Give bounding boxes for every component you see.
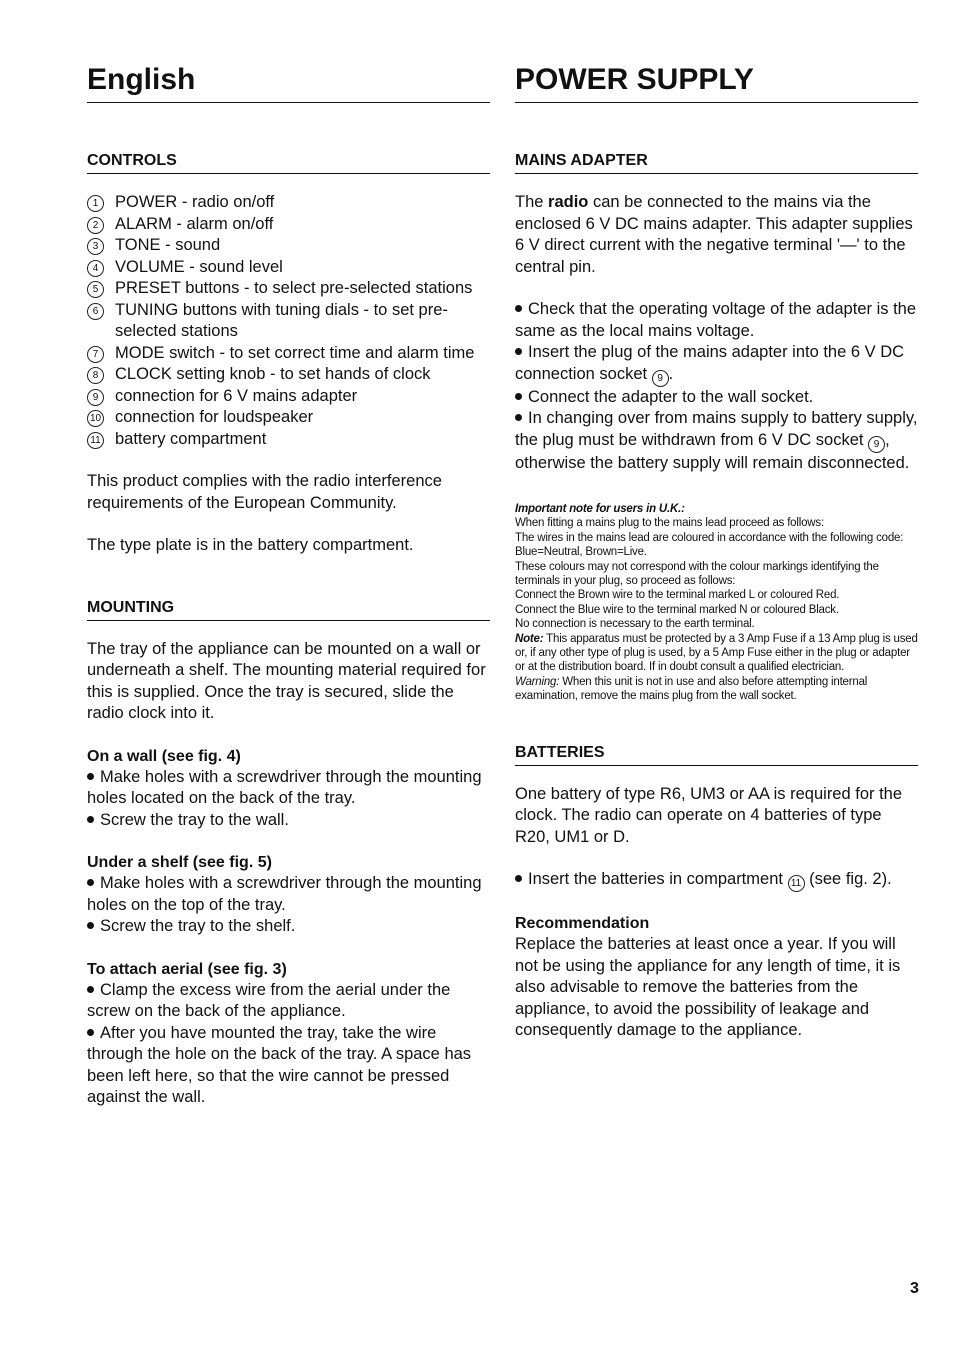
list-item: Insert the plug of the mains adapter into the 6 V DC connection socket 9 . bbox=[515, 342, 918, 387]
list-item: Clamp the excess wire from the aerial under the screw on the back of the appliance. bbox=[87, 980, 451, 1020]
bullet-icon bbox=[87, 816, 94, 823]
shelf-heading: Under a shelf (see fig. 5) bbox=[87, 854, 272, 871]
list-item: 1 POWER - radio on/off bbox=[87, 192, 490, 214]
compliance-text: This product complies with the radio interference requirements of the European Community. bbox=[87, 472, 442, 512]
list-item: Make holes with a screwdriver through the mounting holes on the top of the tray. bbox=[87, 874, 482, 914]
list-item: 9 connection for 6 V mains adapter bbox=[87, 386, 490, 408]
number-8-icon: 8 bbox=[87, 367, 104, 384]
list-item: 10 connection for loudspeaker bbox=[87, 407, 490, 429]
list-item: 3 TONE - sound bbox=[87, 235, 490, 257]
number-4-icon: 4 bbox=[87, 260, 104, 277]
number-3-icon: 3 bbox=[87, 238, 104, 255]
uk-note-heading: Important note for users in U.K.: bbox=[515, 503, 685, 515]
bullet-icon bbox=[515, 875, 522, 882]
uk-note-fuse: Note: This apparatus must be protected by a 3 Amp Fuse if a 13 Amp plug is used or, if any other type of plug is used, by a 5 Amp Fuse either in the plug or adapter or at the distribution board. If in doubt consult a qualified electrician. bbox=[515, 632, 918, 674]
bullet-icon bbox=[515, 393, 522, 400]
page-number: 3 bbox=[910, 1280, 919, 1297]
mounting-heading: MOUNTING bbox=[87, 599, 490, 621]
controls-list bbox=[87, 192, 490, 450]
mains-adapter-heading: MAINS ADAPTER bbox=[515, 152, 918, 174]
page-title: POWER SUPPLY bbox=[515, 60, 918, 103]
list-item: After you have mounted the tray, take the wire through the hole on the back of the tray. A space has been left here, so that the wire cannot be pressed against the wall. bbox=[87, 1023, 472, 1106]
type-plate-text: The type plate is in the battery compartment. bbox=[87, 536, 414, 554]
list-item: Check that the operating voltage of the adapter is the same as the local mains voltage. bbox=[515, 300, 917, 340]
list-item: 7 MODE switch - to set correct time and alarm time bbox=[87, 343, 490, 365]
list-item: Insert the batteries in compartment 11 (see fig. 2). bbox=[515, 869, 918, 892]
bullet-icon bbox=[87, 879, 94, 886]
uk-note-warning: Warning: When this unit is not in use and also before attempting internal examination, remove the mains plug from the wall socket. bbox=[515, 675, 868, 703]
number-9-icon: 9 bbox=[652, 370, 669, 387]
bullet-icon bbox=[87, 773, 94, 780]
list-item: In changing over from mains supply to battery supply, the plug must be withdrawn from 6 V DC socket 9 , otherwise the battery supply will remain disconnected. bbox=[515, 409, 918, 472]
bullet-icon bbox=[515, 414, 522, 421]
number-11-icon: 11 bbox=[87, 432, 104, 449]
list-item: Screw the tray to the wall. bbox=[87, 810, 490, 832]
mains-intro: The radio can be connected to the mains via the enclosed 6 V DC mains adapter. This adapter supplies 6 V direct current with the negative terminal '—' to the central pin. bbox=[515, 193, 913, 276]
number-7-icon: 7 bbox=[87, 346, 104, 363]
wall-heading: On a wall (see fig. 4) bbox=[87, 747, 241, 765]
list-item: 5 PRESET buttons - to select pre-selected stations bbox=[87, 278, 490, 300]
number-6-icon: 6 bbox=[87, 303, 104, 320]
bullet-icon bbox=[87, 986, 94, 993]
number-1-icon: 1 bbox=[87, 195, 104, 212]
list-item: 8 CLOCK setting knob - to set hands of clock bbox=[87, 364, 490, 386]
recommendation-heading: Recommendation bbox=[515, 915, 650, 933]
number-10-icon: 10 bbox=[87, 410, 104, 427]
bullet-icon bbox=[515, 305, 522, 312]
bullet-icon bbox=[87, 1029, 94, 1036]
number-5-icon: 5 bbox=[87, 281, 104, 298]
left-column bbox=[87, 60, 490, 1109]
list-item: 2 ALARM - alarm on/off bbox=[87, 214, 490, 236]
list-item: Make holes with a screwdriver through the mounting holes located on the back of the tray. bbox=[87, 767, 482, 807]
language-title: English bbox=[87, 60, 490, 103]
number-11-icon: 11 bbox=[788, 875, 805, 892]
controls-heading: CONTROLS bbox=[87, 152, 490, 174]
mounting-intro: The tray of the appliance can be mounted on a wall or underneath a shelf. The mounting material required for this is supplied. Once the tray is secured, slide the radio clock into it. bbox=[87, 639, 486, 722]
recommendation-text: Replace the batteries at least once a year. If you will not be using the appliance for any length of time, it is also advisable to remove the batteries from the appliance, to avoid the possibility of leakage and consequently damage to the appliance. bbox=[515, 935, 901, 1040]
bullet-icon bbox=[87, 922, 94, 929]
bullet-icon bbox=[515, 348, 522, 355]
uk-note: Important note for users in U.K.: When fitting a mains plug to the mains lead proceed as follows: The wires in the mains lead are coloured in accordance with the following code: Blue=Neutral, Brown=Live. These colours may not correspond with the colour markings identifying the terminals in your plug, so proceed as follows: Connect the Brown wire to the terminal marked L or coloured Red. Connect the Blue wire to the terminal marked N or coloured Black. No connection is necessary to the earth terminal. Note: This apparatus must be protected by a 3 Amp Fuse if a 13 Amp plug is used or, if any other type of plug is used, by a 5 Amp Fuse either in the plug or adapter or at the distribution board. If in doubt consult a qualified electrician. Warning: When this unit is not in use and also before attempting internal examination, remove the mains plug from the wall socket. bbox=[515, 503, 918, 703]
number-9-icon: 9 bbox=[87, 389, 104, 406]
right-column bbox=[515, 60, 918, 1042]
list-item: Connect the adapter to the wall socket. bbox=[515, 387, 918, 409]
list-item: Screw the tray to the shelf. bbox=[87, 916, 490, 938]
list-item: 4 VOLUME - sound level bbox=[87, 257, 490, 279]
list-item: 6 TUNING buttons with tuning dials - to set pre-selected stations bbox=[87, 300, 490, 343]
batteries-intro: One battery of type R6, UM3 or AA is required for the clock. The radio can operate on 4 batteries of type R20, UM1 or D. bbox=[515, 784, 903, 846]
number-2-icon: 2 bbox=[87, 217, 104, 234]
aerial-heading: To attach aerial (see fig. 3) bbox=[87, 960, 287, 978]
batteries-heading: BATTERIES bbox=[515, 744, 918, 766]
list-item: 11 battery compartment bbox=[87, 429, 490, 451]
number-9-icon: 9 bbox=[868, 436, 885, 453]
